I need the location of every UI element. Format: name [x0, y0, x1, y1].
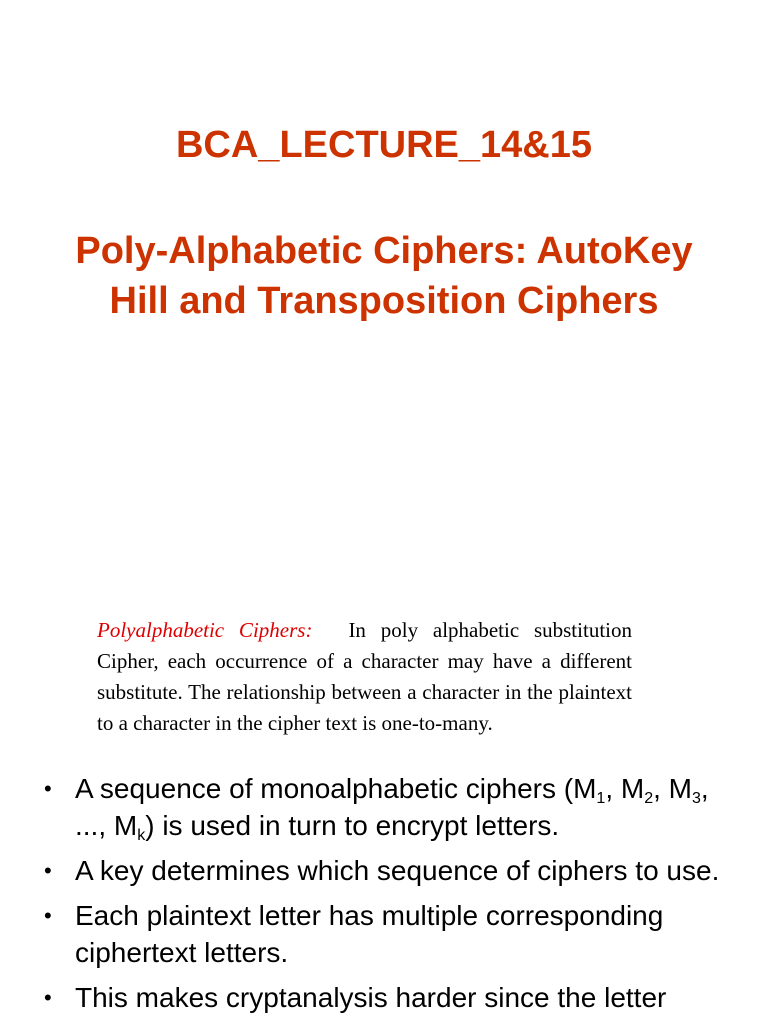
bullet-text: A key determines which sequence of ciphers to use. — [75, 855, 720, 886]
bullet-text: , M — [605, 773, 645, 804]
bullet-item — [0, 852, 768, 889]
bullet-text: Each plaintext letter has multiple corresponding ciphertext letters. — [75, 900, 664, 968]
bullet-dot-icon: • — [44, 858, 52, 883]
definition-term: Polyalphabetic Ciphers: — [97, 618, 313, 642]
lecture-title: BCA_LECTURE_14&15 — [175, 124, 592, 166]
bullet-item — [0, 979, 768, 1016]
slide-heading — [0, 226, 768, 326]
bullet-dot-icon: • — [44, 985, 52, 1010]
bullet-text: , M — [653, 773, 693, 804]
bullet-item — [0, 770, 768, 844]
subscript: 3 — [692, 790, 701, 807]
definition-paragraph — [97, 615, 632, 739]
bullet-text: , ..., M — [75, 773, 709, 841]
bullet-text: A sequence of monoalphabetic ciphers (M — [75, 773, 597, 804]
slide-heading-line1: Poly-Alphabetic Ciphers: AutoKey — [75, 230, 693, 272]
slide-heading-line2: Hill and Transposition Ciphers — [109, 280, 659, 322]
bullet-text: ) is used in turn to encrypt letters. — [145, 810, 560, 841]
bullet-dot-icon: • — [44, 903, 52, 928]
definition-text: In poly alphabetic substitution Cipher, each occurrence of a character may have a different substitute. The relationship between a character in the plaintext to a character in the cipher text is one-to-many. — [97, 618, 632, 735]
bullet-text: This makes cryptanalysis harder since the letter — [75, 982, 667, 1013]
subscript: 2 — [644, 790, 654, 807]
bullet-list — [0, 770, 768, 1024]
bullet-dot-icon: • — [44, 776, 52, 801]
subscript: 1 — [596, 790, 606, 807]
subscript: k — [137, 827, 146, 844]
bullet-item — [0, 897, 768, 971]
